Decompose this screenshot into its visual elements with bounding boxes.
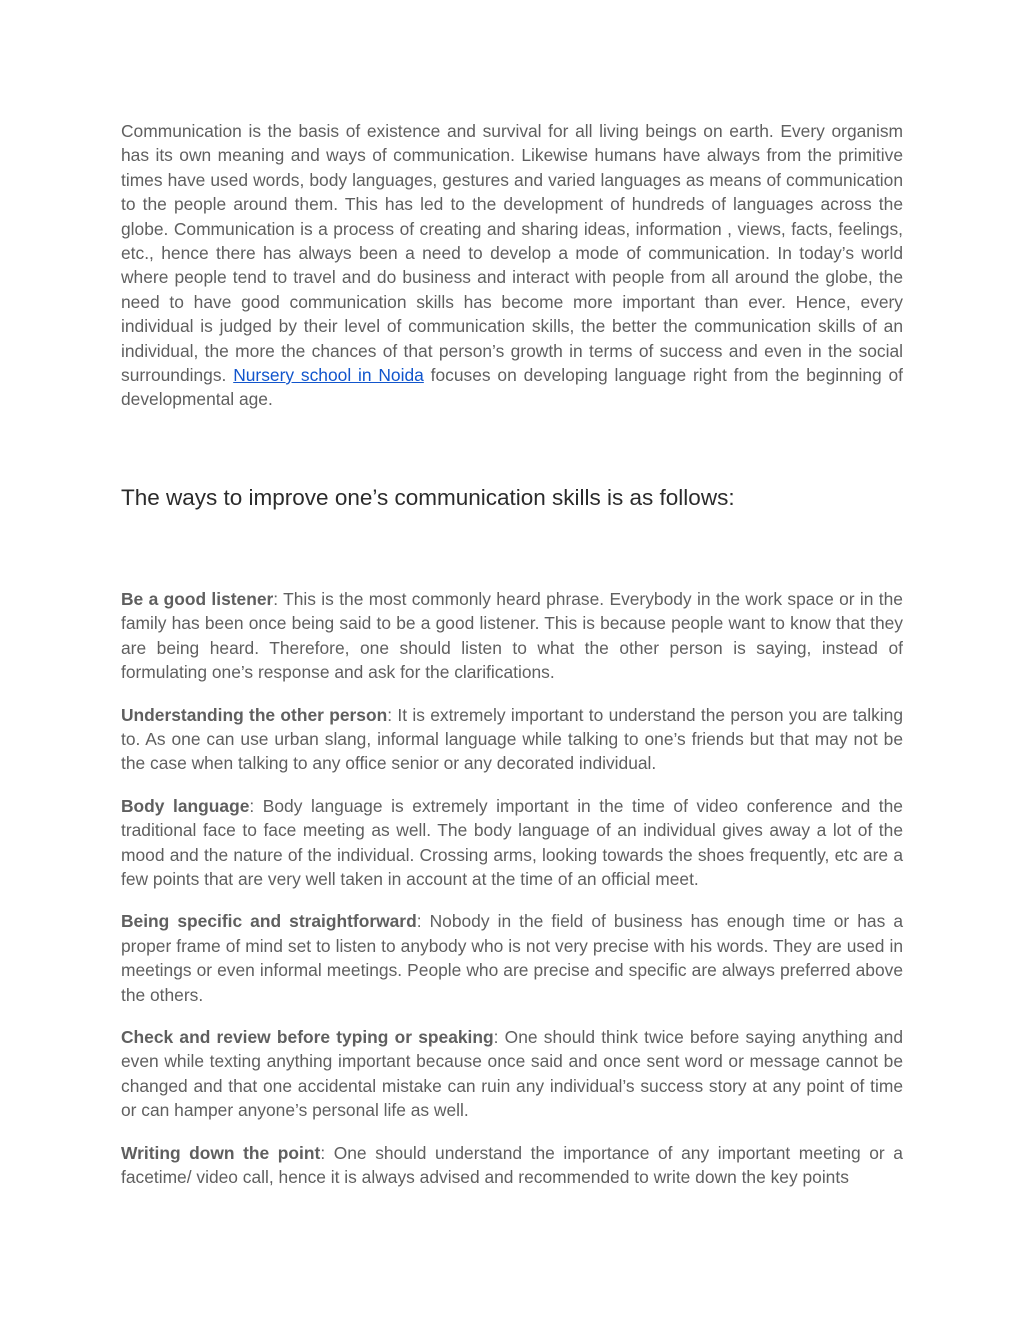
intro-text-before-link: Communication is the basis of existence and survival for all living beings on earth. Every organism has its own meaning and ways of communication. Likewise humans have always from the primitive times have used words, body languages, gestures and varied languages as means of communication to the people around them. This has led to the development of hundreds of languages across the globe. Communication is a process of creating and sharing ideas, information , views, facts, feelings, etc., hence there has always been a need to develop a mode of communication. In today’s world where people tend to travel and do business and interact with people from all around the globe, the need to have good communication skills has become more important than ever. Hence, every individual is judged by their level of communication skills, the better the communication skills of an individual, the more the chances of that person’s growth in terms of success and even in the social surroundings. [121, 121, 903, 386]
tip-title: Understanding the other person [121, 704, 388, 725]
tip-text: : Body language is extremely important in the time of video conference and the traditional face to face meeting as well. The body language of an individual gives away a lot of the mood and the nature of the individual. Crossing arms, looking towards the shoes frequently, etc are a few points that are very well taken in account at the time of an official meet. [121, 795, 903, 889]
tip-good-listener [121, 587, 903, 685]
tip-specific-straightforward [121, 909, 903, 1007]
tip-writing-down-point [121, 1141, 903, 1190]
tips-list [121, 587, 903, 1190]
intro-paragraph [121, 119, 903, 412]
tip-text: : One should think twice before saying anything and even while texting anything important because once said and once sent word or message cannot be changed and that one accidental mistake can ruin any individual’s success story at any point of time or can hamper anyone’s personal life as well. [121, 1026, 903, 1121]
tip-title: Be a good listener [121, 588, 274, 609]
tip-title: Being specific and straightforward [121, 911, 417, 932]
section-heading: The ways to improve one’s communication skills is as follows: [121, 484, 735, 510]
tip-text: : This is the most commonly heard phrase. Everybody in the work space or in the family has been once being said to be a good listener. This is because people want to know that they are being heard. Therefore, one should listen to what the other person is saying, instead of formulating one’s response and ask for the clarifications. [121, 588, 903, 683]
nursery-school-link[interactable]: Nursery school in Noida [233, 365, 424, 386]
tip-understanding-other-person [121, 703, 903, 776]
document-page [121, 119, 903, 1207]
tip-title: Writing down the point [121, 1142, 321, 1163]
tip-title: Check and review before typing or speaking [121, 1026, 494, 1047]
tip-text: : It is extremely important to understand the person you are talking to. As one can use urban slang, informal language while talking to one’s friends but that may not be the case when talking to any office senior or any decorated individual. [121, 704, 903, 774]
tip-text: : One should understand the importance of any important meeting or a facetime/ video call, hence it is always advised and recommended to write down the key points [121, 1142, 903, 1187]
tip-text: : Nobody in the field of business has enough time or has a proper frame of mind set to listen to anybody who is not very precise with his words. They are used in meetings or even informal meetings. People who are precise and specific are always preferred above the others. [121, 911, 903, 1005]
tip-body-language [121, 794, 903, 892]
tip-check-review [121, 1025, 903, 1123]
tip-title: Body language [121, 795, 250, 816]
intro-text-after-link: focuses on developing language right from the beginning of developmental age. [121, 365, 903, 410]
